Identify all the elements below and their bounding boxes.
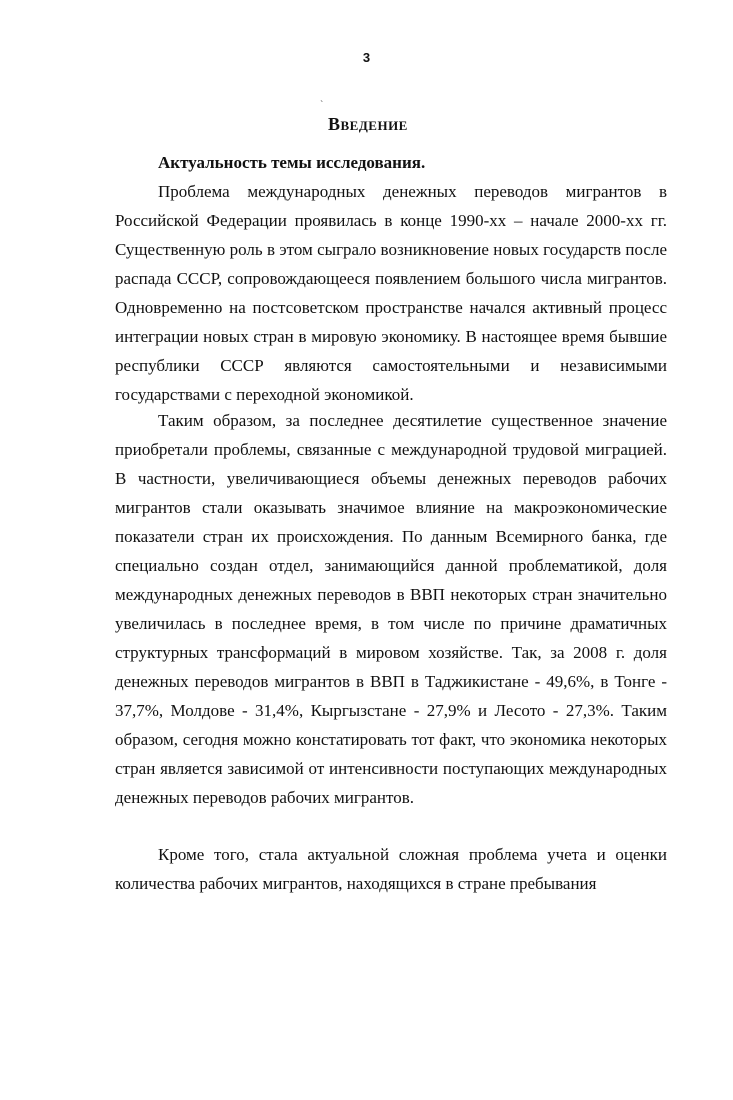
- paragraph-2: Таким образом, за последнее десятилетие существенное значение приобретали проблемы, связанные с международной трудовой миграцией. В частности, увеличивающиеся объемы денежных переводов рабочих мигрантов стали оказывать значимое влияние на макроэкономические показатели стран их происхождения. По данным Всемирного банка, где специально создан отдел, занимающийся данной проблематикой, доля международных денежных переводов в ВВП некоторых стран значительно увеличилась в последнее время, в том числе по причине драматичных структурных трансформаций в мировом хозяйстве. Так, за 2008 г. доля денежных переводов мигрантов в ВВП в Таджикистане - 49,6%, в Тонге - 37,7%, Молдове - 31,4%, Кыргызстане - 27,9% и Лесото - 27,3%. Таким образом, сегодня можно констатировать тот факт, что экономика некоторых стран является зависимой от интенсивности поступающих международных денежных переводов рабочих мигрантов.: [115, 411, 667, 807]
- section-subheading: Актуальность темы исследования.: [158, 153, 426, 172]
- scan-mark: `: [320, 100, 324, 111]
- page-title: Введение: [328, 114, 408, 134]
- paragraph-3: Кроме того, стала актуальной сложная проблема учета и оценки количества рабочих мигрантов, находящихся в стране пребывания: [115, 845, 667, 893]
- paragraph-1: Проблема международных денежных переводов мигрантов в Российской Федерации проявилась в конце 1990-хх – начале 2000-хх гг. Существенную роль в этом сыграло возникновение новых государств после распада СССР, сопровождающееся появлением большого числа мигрантов. Одновременно на постсоветском пространстве начался активный процесс интеграции новых стран в мировую экономику. В настоящее время бывшие республики СССР являются самостоятельными и независимыми государствами с переходной экономикой.: [115, 182, 667, 404]
- page-number: 3: [362, 50, 371, 65]
